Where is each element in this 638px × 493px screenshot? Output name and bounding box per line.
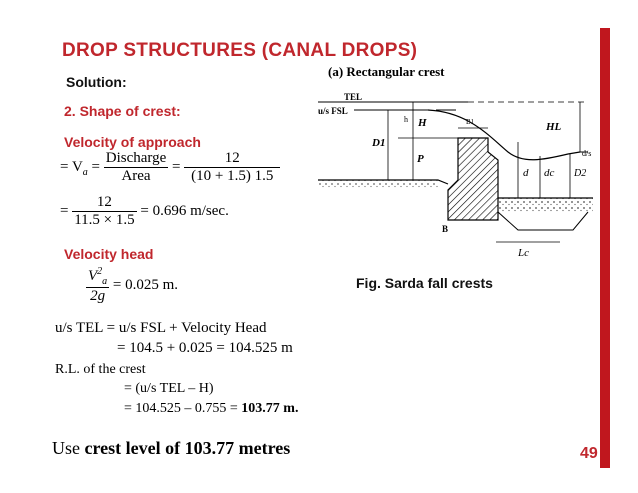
label-D1: D1 (372, 137, 386, 149)
label-d: d (523, 167, 529, 179)
frac-den: 11.5 × 1.5 (74, 211, 135, 228)
frac-num: Discharge (105, 150, 167, 166)
label-P: P (417, 153, 424, 165)
crest-wall (448, 138, 498, 220)
frac-num: $V^2_a$ (88, 266, 108, 287)
cistern (498, 212, 588, 230)
label-HL: HL (546, 121, 562, 133)
fraction-va2-2g (86, 266, 109, 305)
final-bold: crest level of 103.77 metres (84, 438, 291, 458)
sarda-fall-diagram (318, 80, 602, 262)
label-dc: dc (544, 167, 555, 179)
eq-sign: = (60, 202, 69, 219)
fraction-discharge-area (104, 150, 169, 185)
label-B1: B1 (466, 118, 475, 126)
velocity-approach-label: Velocity of approach (64, 134, 201, 150)
label-h: h (404, 115, 408, 124)
slide-title: DROP STRUCTURES (CANAL DROPS) (62, 40, 418, 61)
tel-line-1: u/s TEL = u/s FSL + Velocity Head (55, 320, 267, 336)
fraction-12-product (72, 194, 136, 229)
label-H: H (418, 117, 427, 129)
solution-heading: Solution: (66, 74, 127, 90)
eq-sign: = (172, 158, 181, 175)
label-D2: D2 (574, 168, 587, 179)
rl-line-3 (124, 401, 298, 417)
fraction-12-area (184, 150, 280, 185)
va-result: = 0.696 m/sec. (140, 202, 229, 219)
rl-line-3-pre: = 104.525 – 0.755 = (124, 401, 238, 416)
frac-num: 12 (184, 150, 280, 168)
velocity-head-label: Velocity head (64, 246, 154, 262)
figure-heading: (a) Rectangular crest (328, 64, 445, 79)
label-Lc: Lc (518, 247, 529, 259)
frac-den: Area (121, 167, 151, 184)
rl-line-2-text: = (u/s TEL – H) (124, 381, 214, 396)
label-us-fsl: u/s FSL (318, 106, 348, 116)
rl-line-2 (124, 381, 214, 397)
va-lhs: = $V_a$ (60, 158, 88, 178)
label-tel: TEL (344, 92, 363, 102)
eq-sign: = (91, 158, 100, 175)
frac-den: 2g (90, 288, 106, 304)
final-statement (52, 438, 290, 459)
label-ds: d/s (582, 149, 592, 158)
final-pre: Use (52, 438, 80, 458)
tel-line-2: = 104.5 + 0.025 = 104.525 m (117, 340, 293, 356)
va-equation-2 (60, 194, 229, 229)
rl-line-1: R.L. of the crest (55, 362, 146, 377)
page-number: 49 (580, 445, 598, 462)
velocity-head-equation (86, 266, 178, 305)
rl-line-3-result: 103.77 m. (241, 401, 299, 416)
label-B: B (442, 224, 449, 234)
step-label: 2. Shape of crest: (64, 103, 181, 119)
va-equation-1 (60, 150, 280, 185)
frac-den: (10 + 1.5) 1.5 (191, 167, 274, 184)
figure-caption: Fig. Sarda fall crests (356, 275, 493, 291)
vh-result: = 0.025 m. (112, 277, 179, 294)
frac-num: 12 (72, 194, 136, 212)
nappe-curve (428, 110, 580, 160)
